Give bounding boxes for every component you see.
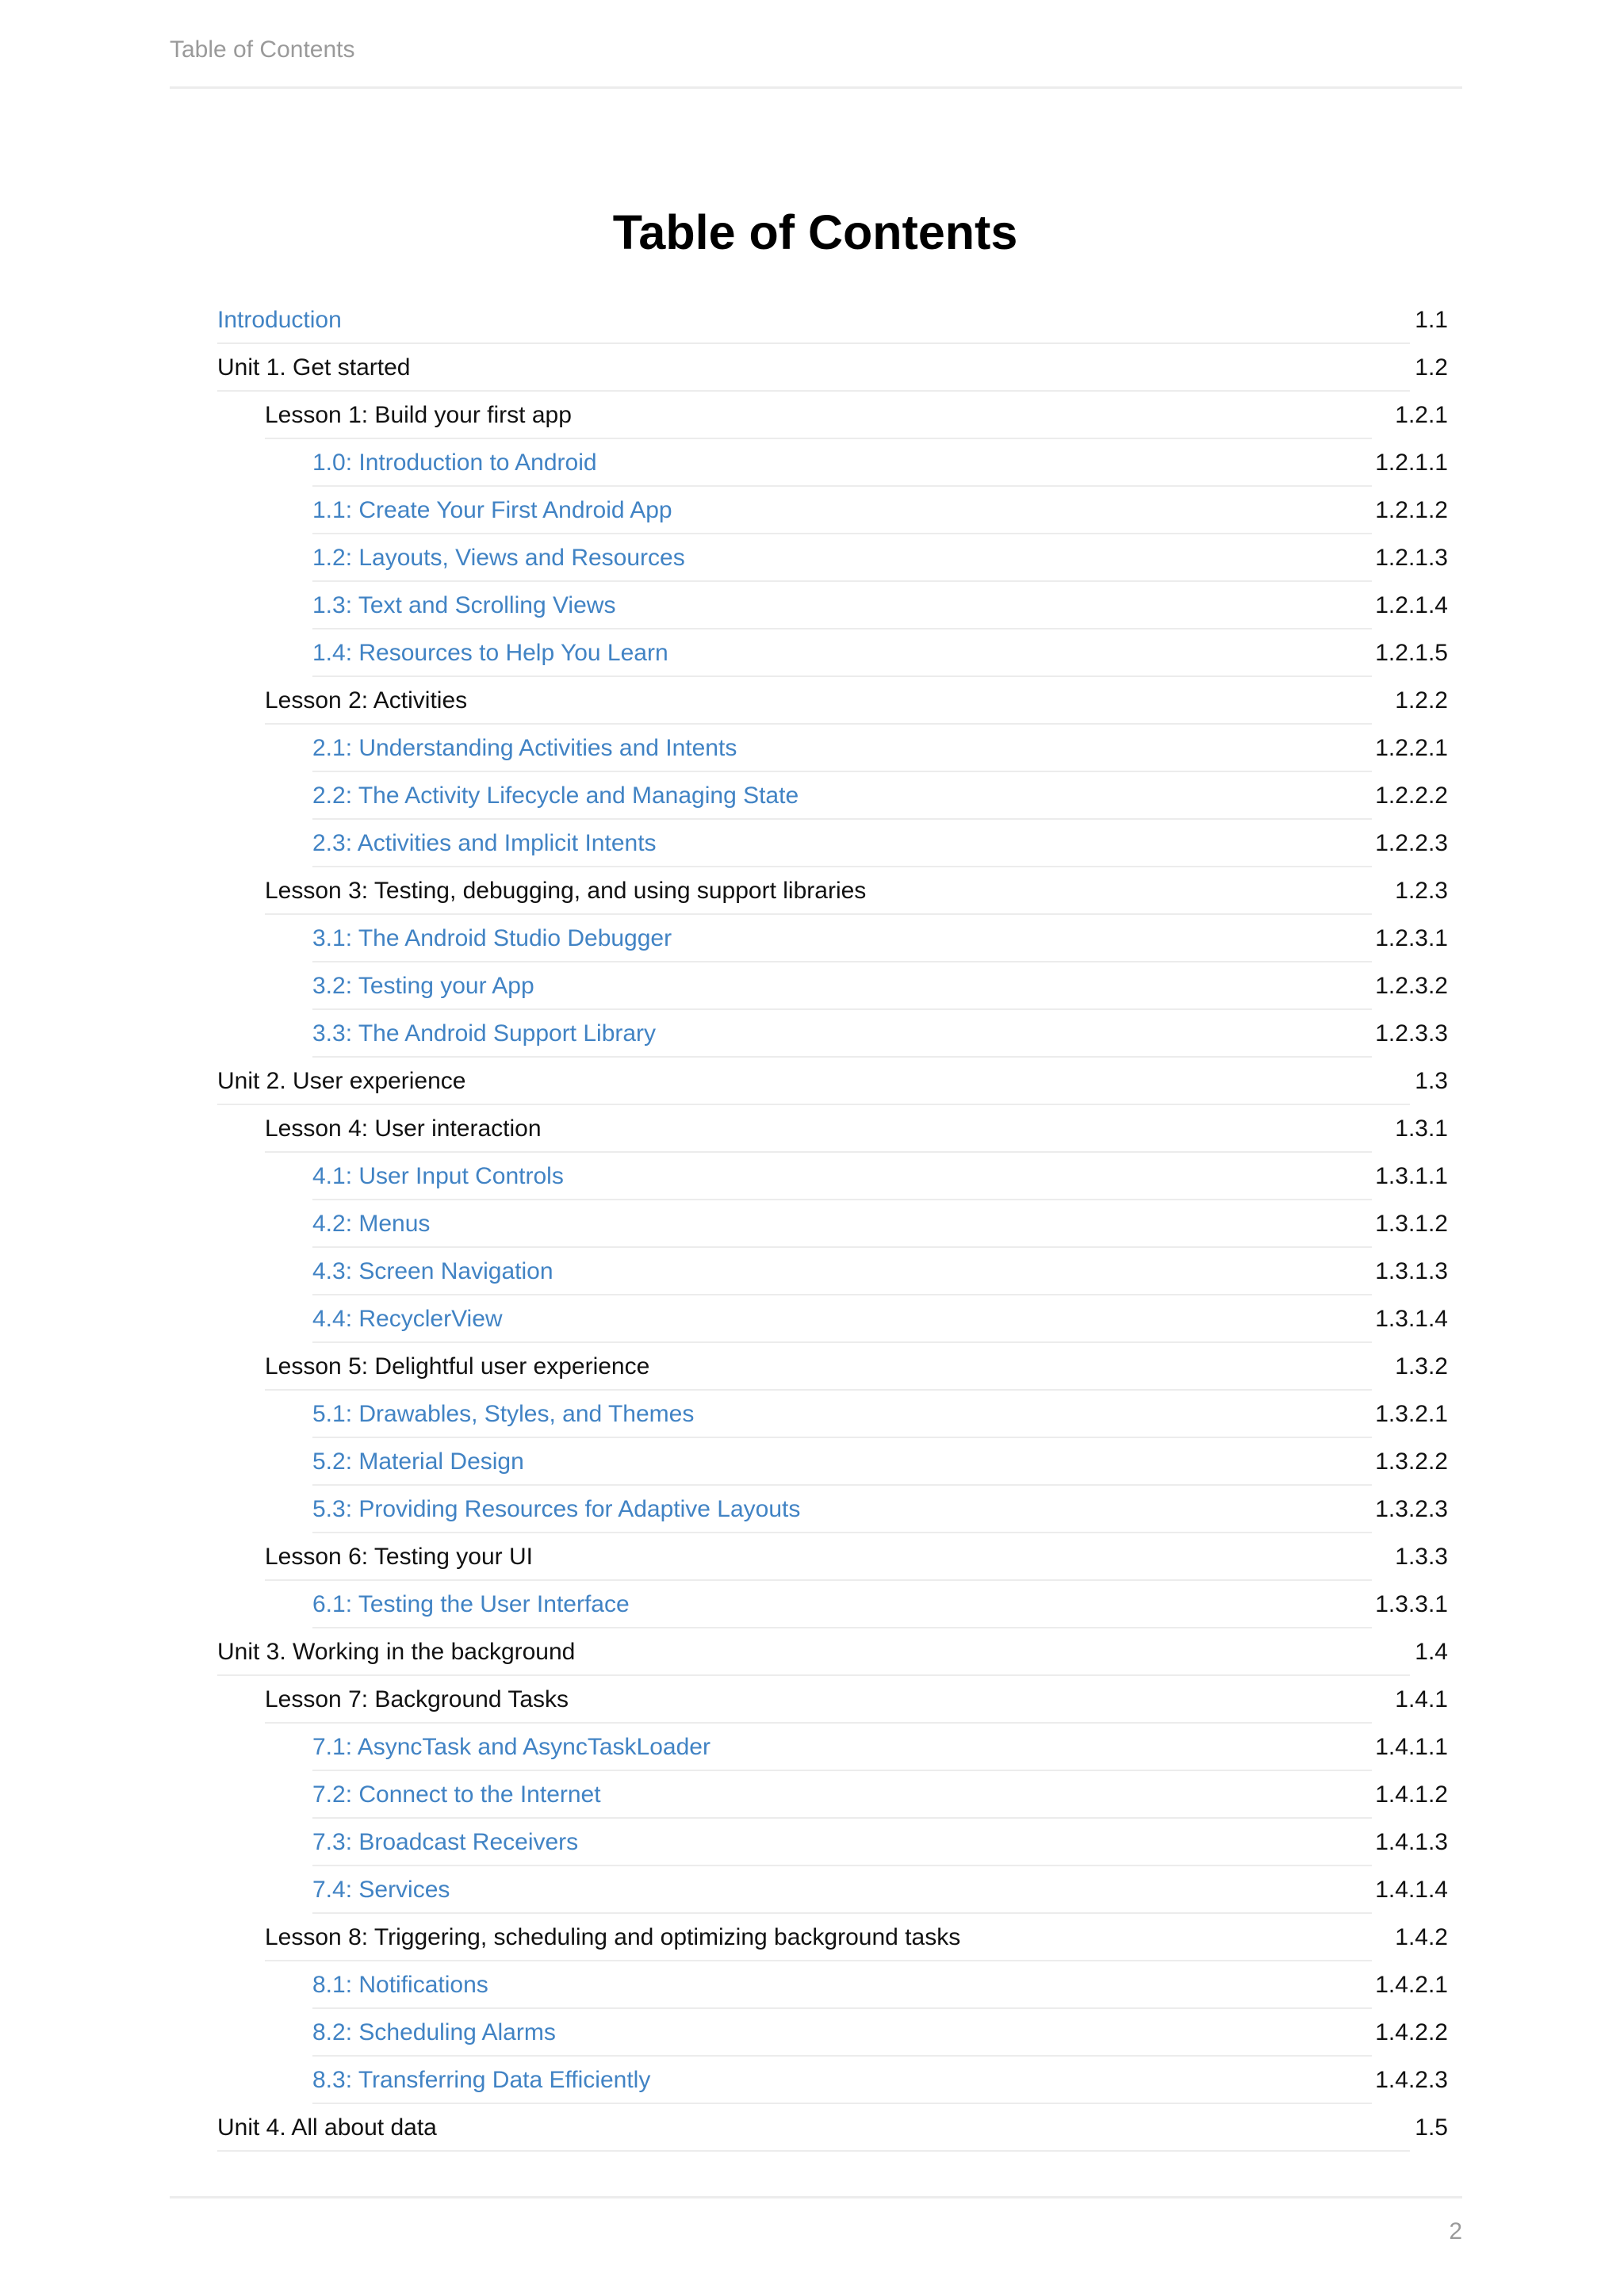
toc-heading: Lesson 6: Testing your UI bbox=[265, 1544, 533, 1570]
toc-section-number: 1.3.2.2 bbox=[1375, 1448, 1448, 1475]
toc-link[interactable]: 3.2: Testing your App bbox=[312, 973, 534, 999]
toc-link[interactable]: 2.2: The Activity Lifecycle and Managing State bbox=[312, 783, 799, 809]
toc-section-number: 1.4.1.3 bbox=[1375, 1829, 1448, 1855]
toc-link[interactable]: 7.1: AsyncTask and AsyncTaskLoader bbox=[312, 1734, 710, 1760]
toc-heading: Unit 2. User experience bbox=[217, 1068, 466, 1094]
toc-link[interactable]: 6.1: Testing the User Interface bbox=[312, 1591, 630, 1617]
toc-row[interactable] bbox=[312, 1819, 1448, 1866]
toc-row[interactable] bbox=[312, 1248, 1448, 1295]
toc-row[interactable] bbox=[312, 1200, 1448, 1248]
toc-heading: Lesson 1: Build your first app bbox=[265, 402, 572, 428]
toc-row[interactable] bbox=[312, 1153, 1448, 1200]
toc-section-number: 1.2.1.2 bbox=[1375, 497, 1448, 523]
toc-row bbox=[217, 344, 1448, 392]
toc-section-number: 1.3.2.1 bbox=[1375, 1401, 1448, 1427]
toc-section-number: 1.2.1.5 bbox=[1375, 640, 1448, 666]
toc-section-number: 1.2.1.1 bbox=[1375, 450, 1448, 476]
toc-section-number: 1.3.1.4 bbox=[1375, 1306, 1448, 1332]
toc-section-number: 1.4.2.3 bbox=[1375, 2067, 1448, 2093]
toc-heading: Lesson 5: Delightful user experience bbox=[265, 1353, 650, 1380]
toc-section-number: 1.2.2.2 bbox=[1375, 783, 1448, 809]
toc-link[interactable]: 7.4: Services bbox=[312, 1877, 450, 1903]
toc-row bbox=[265, 1914, 1448, 1961]
toc-link[interactable]: 3.1: The Android Studio Debugger bbox=[312, 925, 672, 951]
toc-link[interactable]: 4.1: User Input Controls bbox=[312, 1163, 564, 1189]
toc-row[interactable] bbox=[312, 962, 1448, 1010]
toc-link[interactable]: 4.4: RecyclerView bbox=[312, 1306, 503, 1332]
toc-link[interactable]: 1.4: Resources to Help You Learn bbox=[312, 640, 668, 666]
toc-heading: Lesson 2: Activities bbox=[265, 687, 468, 714]
toc-section-number: 1.4.1.2 bbox=[1375, 1781, 1448, 1808]
toc-row[interactable] bbox=[312, 487, 1448, 534]
toc-section-number: 1.4.1.4 bbox=[1375, 1877, 1448, 1903]
toc-row[interactable] bbox=[312, 1438, 1448, 1486]
toc-row bbox=[265, 867, 1448, 915]
toc-link[interactable]: 7.2: Connect to the Internet bbox=[312, 1781, 601, 1808]
toc-section-number: 1.4.1 bbox=[1395, 1686, 1448, 1712]
toc-heading: Unit 1. Get started bbox=[217, 354, 411, 381]
toc-section-number: 1.5 bbox=[1415, 2114, 1448, 2141]
toc-row bbox=[217, 1058, 1448, 1105]
toc-link[interactable]: 2.1: Understanding Activities and Intents bbox=[312, 735, 737, 761]
toc-section-number: 1.2.1.4 bbox=[1375, 592, 1448, 618]
toc-section-number: 1.2.2 bbox=[1395, 687, 1448, 714]
toc-row[interactable] bbox=[312, 439, 1448, 487]
toc-section-number: 1.1 bbox=[1415, 307, 1448, 333]
toc-section-number: 1.2.3.1 bbox=[1375, 925, 1448, 951]
toc-link[interactable]: 1.2: Layouts, Views and Resources bbox=[312, 545, 685, 571]
toc-link[interactable]: 8.2: Scheduling Alarms bbox=[312, 2019, 556, 2045]
toc-row[interactable] bbox=[312, 1771, 1448, 1819]
toc-section-number: 1.2.2.3 bbox=[1375, 830, 1448, 856]
toc-row[interactable] bbox=[312, 629, 1448, 677]
toc-section-number: 1.3.3 bbox=[1395, 1544, 1448, 1570]
toc-section-number: 1.3.1.3 bbox=[1375, 1258, 1448, 1284]
toc-row bbox=[217, 1628, 1448, 1676]
toc-row[interactable] bbox=[312, 534, 1448, 582]
toc-row[interactable] bbox=[312, 915, 1448, 962]
toc-row bbox=[265, 392, 1448, 439]
toc-row[interactable] bbox=[312, 1295, 1448, 1343]
page-number: 2 bbox=[1449, 2218, 1462, 2244]
toc-row[interactable] bbox=[312, 1010, 1448, 1058]
toc-section-number: 1.4 bbox=[1415, 1639, 1448, 1665]
toc-section-number: 1.2.1.3 bbox=[1375, 545, 1448, 571]
running-header: Table of Contents bbox=[170, 36, 355, 63]
toc-row bbox=[265, 1533, 1448, 1581]
toc-row bbox=[265, 1105, 1448, 1153]
toc-row bbox=[265, 1343, 1448, 1391]
toc-link[interactable]: 1.3: Text and Scrolling Views bbox=[312, 592, 616, 618]
toc-section-number: 1.3.1 bbox=[1395, 1115, 1448, 1142]
toc-row-divider bbox=[217, 2150, 1410, 2152]
toc-heading: Lesson 3: Testing, debugging, and using support libraries bbox=[265, 878, 867, 904]
toc-row bbox=[265, 1676, 1448, 1724]
toc-section-number: 1.2 bbox=[1415, 354, 1448, 381]
toc-link[interactable]: 4.2: Menus bbox=[312, 1211, 431, 1237]
header-divider bbox=[170, 86, 1462, 89]
toc-heading: Lesson 7: Background Tasks bbox=[265, 1686, 569, 1712]
toc-link[interactable]: 5.1: Drawables, Styles, and Themes bbox=[312, 1401, 695, 1427]
toc-row[interactable] bbox=[312, 582, 1448, 629]
toc-section-number: 1.2.3.2 bbox=[1375, 973, 1448, 999]
toc-section-number: 1.3.2.3 bbox=[1375, 1496, 1448, 1522]
toc-link[interactable]: 5.3: Providing Resources for Adaptive Layouts bbox=[312, 1496, 801, 1522]
toc-row[interactable] bbox=[312, 820, 1448, 867]
toc-row[interactable] bbox=[312, 1486, 1448, 1533]
toc-link[interactable]: Introduction bbox=[217, 307, 342, 333]
toc-heading: Unit 4. All about data bbox=[217, 2114, 437, 2141]
toc-section-number: 1.3.2 bbox=[1395, 1353, 1448, 1380]
toc-section-number: 1.3 bbox=[1415, 1068, 1448, 1094]
toc-link[interactable]: 1.1: Create Your First Android App bbox=[312, 497, 672, 523]
toc-section-number: 1.2.2.1 bbox=[1375, 735, 1448, 761]
toc-row[interactable] bbox=[312, 1961, 1448, 2009]
toc-link[interactable]: 4.3: Screen Navigation bbox=[312, 1258, 553, 1284]
toc-section-number: 1.2.3 bbox=[1395, 878, 1448, 904]
toc-heading: Unit 3. Working in the background bbox=[217, 1639, 576, 1665]
toc-heading: Lesson 4: User interaction bbox=[265, 1115, 542, 1142]
toc-link[interactable]: 2.3: Activities and Implicit Intents bbox=[312, 830, 657, 856]
toc-row[interactable] bbox=[312, 2009, 1448, 2057]
toc-section-number: 1.2.1 bbox=[1395, 402, 1448, 428]
toc-link[interactable]: 8.3: Transferring Data Efficiently bbox=[312, 2067, 651, 2093]
toc-section-number: 1.3.1.1 bbox=[1375, 1163, 1448, 1189]
toc-row[interactable] bbox=[312, 1724, 1448, 1771]
toc-row[interactable] bbox=[312, 725, 1448, 772]
toc-row bbox=[265, 677, 1448, 725]
toc-link[interactable]: 5.2: Material Design bbox=[312, 1448, 524, 1475]
toc-row[interactable] bbox=[312, 772, 1448, 820]
toc-section-number: 1.4.2 bbox=[1395, 1924, 1448, 1950]
toc-row[interactable] bbox=[312, 1581, 1448, 1628]
toc-link[interactable]: 3.3: The Android Support Library bbox=[312, 1020, 657, 1047]
toc-link[interactable]: 7.3: Broadcast Receivers bbox=[312, 1829, 579, 1855]
toc-section-number: 1.3.3.1 bbox=[1375, 1591, 1448, 1617]
toc-section-number: 1.3.1.2 bbox=[1375, 1211, 1448, 1237]
toc-section-number: 1.4.1.1 bbox=[1375, 1734, 1448, 1760]
toc-row[interactable] bbox=[217, 297, 1448, 344]
toc-row[interactable] bbox=[312, 1391, 1448, 1438]
toc-section-number: 1.2.3.3 bbox=[1375, 1020, 1448, 1047]
footer-divider bbox=[170, 2196, 1462, 2198]
toc-row[interactable] bbox=[312, 2057, 1448, 2104]
toc-heading: Lesson 8: Triggering, scheduling and optimizing background tasks bbox=[265, 1924, 961, 1950]
toc-link[interactable]: 8.1: Notifications bbox=[312, 1972, 488, 1998]
toc-section-number: 1.4.2.2 bbox=[1375, 2019, 1448, 2045]
toc-section-number: 1.4.2.1 bbox=[1375, 1972, 1448, 1998]
toc-row[interactable] bbox=[312, 1866, 1448, 1914]
page-title: Table of Contents bbox=[612, 205, 1018, 259]
toc-row bbox=[217, 2104, 1448, 2152]
toc-link[interactable]: 1.0: Introduction to Android bbox=[312, 450, 597, 476]
